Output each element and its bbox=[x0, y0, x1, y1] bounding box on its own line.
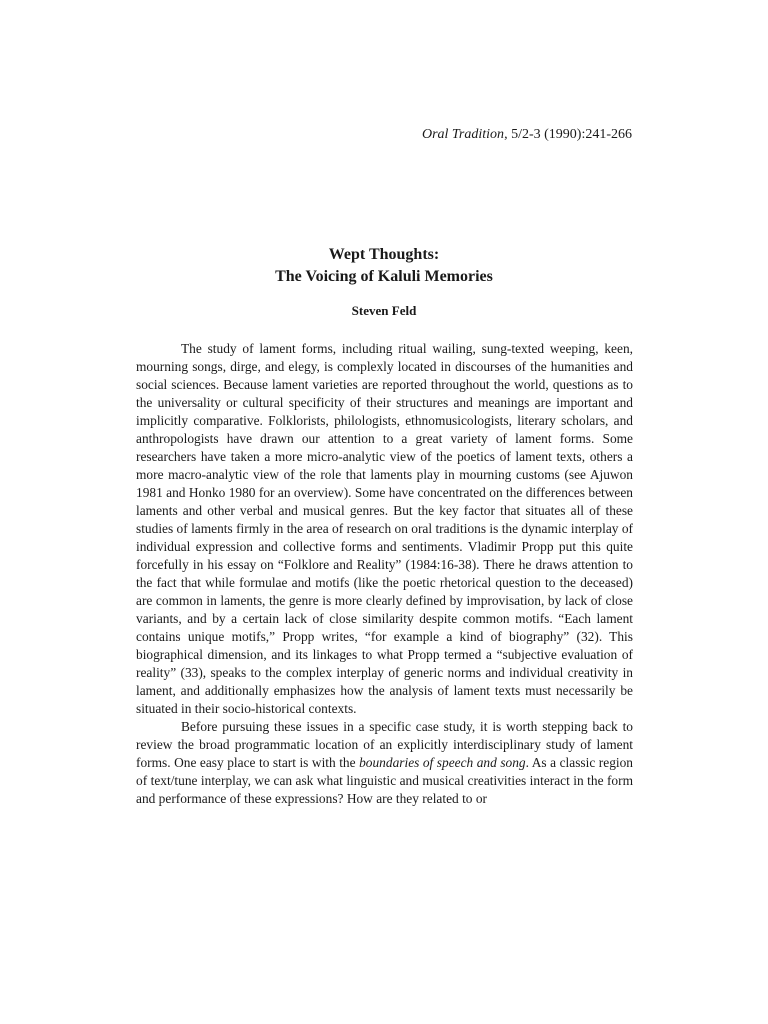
paragraph-2-part-a: Before pursuing these issues in a specific case study, it is worth stepping back to review the broad programmatic location of an explicitly interdisciplinary study of lament forms. One easy place to start is with the bbox=[136, 719, 633, 770]
journal-citation bbox=[422, 127, 632, 143]
article-title bbox=[0, 244, 768, 288]
citation-details: , 5/2-3 (1990):241-266 bbox=[504, 127, 632, 142]
journal-name: Oral Tradition bbox=[421, 127, 505, 142]
paragraph-1: The study of lament forms, including ritual wailing, sung-texted weeping, keen, mourning songs, dirge, and elegy, is complexly located in discourses of the humanities and social sciences. Because lament varieties are reported throughout the world, questions as to the universality or cultural specificity of their structures and meanings are important and implicitly comparative. Folklorists, philologists, ethnomusicologists, literary scholars, and anthropologists have drawn our attention to a great variety of lament forms. Some researchers have taken a more micro-analytic view of the poetics of lament texts, others a more macro-analytic view of the role that laments play in mourning customs (see Ajuwon 1981 and Honko 1980 for an overview). Some have concentrated on the differences between laments and other verbal and musical genres. But the key factor that situates all of these studies of laments firmly in the area of research on oral traditions is the dynamic interplay of individual expression and collective forms and sentiments. Vladimir Propp put this quite forcefully in his essay on “Folklore and Reality” (1984:16-38). There he draws attention to the fact that while formulae and motifs (like the poetic rhetorical question to the deceased) are common in laments, the genre is more clearly defined by improvisation, by lack of close variants, and by a certain lack of close similarity despite common motifs. “Each lament contains unique motifs,” Propp writes, “for example a kind of biography” (32). This biographical dimension, and its linkages to what Propp termed a “subjective evaluation of reality” (33), speaks to the complex interplay of generic norms and individual creativity in lament, and additionally emphasizes how the analysis of lament texts must necessarily be situated in their socio-historical contexts. bbox=[136, 341, 633, 716]
author-name: Steven Feld bbox=[351, 303, 417, 318]
paragraph-2-part-b: . As a classic region of text/tune interplay, we can ask what linguistic and musical creativities interact in the form and performance of these expressions? How are they related to or bbox=[136, 755, 633, 806]
paragraph-2-emphasis: boundaries of speech and song bbox=[359, 755, 526, 770]
title-line-1: Wept Thoughts: bbox=[328, 246, 440, 263]
title-line-2: The Voicing of Kaluli Memories bbox=[275, 268, 493, 285]
paragraph-2 bbox=[136, 718, 633, 808]
article-body bbox=[136, 340, 633, 808]
